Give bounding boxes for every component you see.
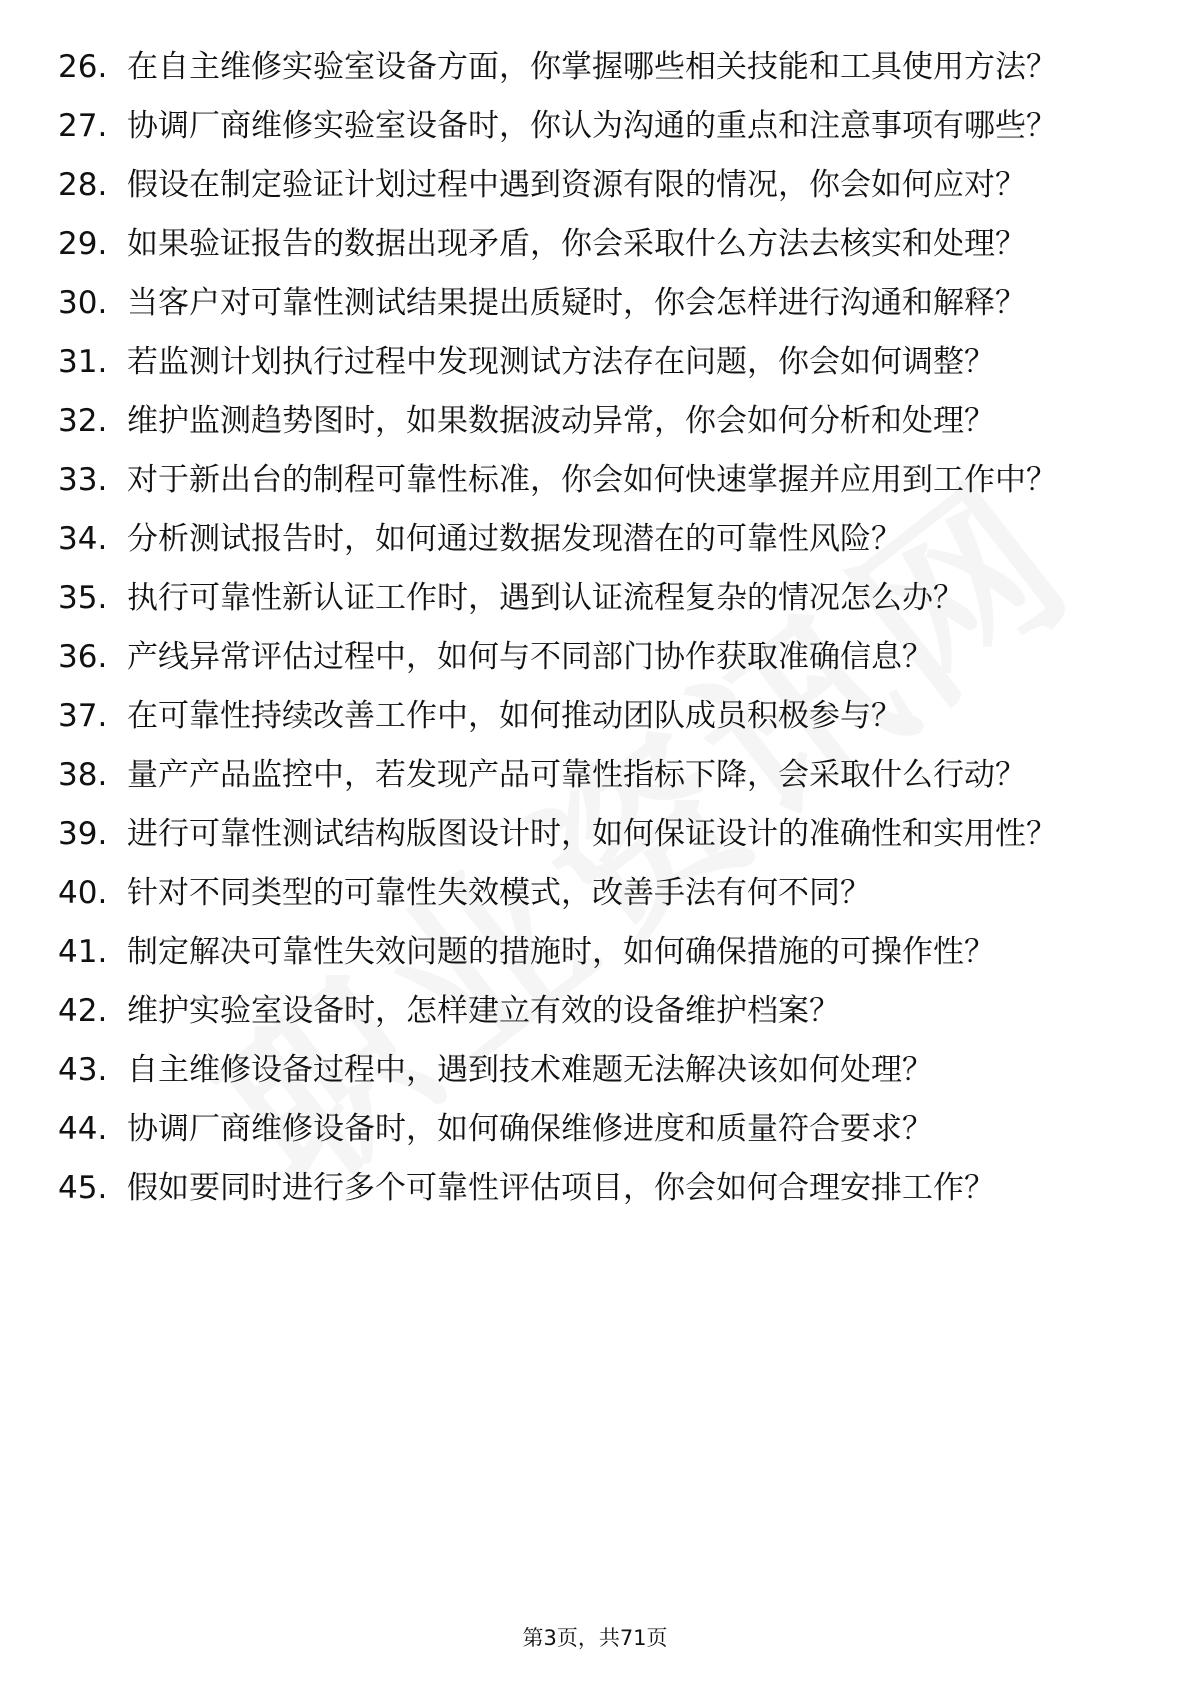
question-text: 若监测计划执行过程中发现测试方法存在问题，你会如何调整？ xyxy=(127,344,995,380)
question-text: 当客户对可靠性测试结果提出质疑时，你会怎样进行沟通和解释？ xyxy=(127,285,1026,321)
question-item xyxy=(0,991,1190,1032)
question-item xyxy=(0,696,1190,737)
question-number: 36. xyxy=(58,639,108,675)
question-number: 44. xyxy=(58,1111,108,1147)
question-number: 42. xyxy=(58,993,108,1029)
question-item xyxy=(0,283,1190,324)
question-number: 41. xyxy=(58,934,108,970)
question-text: 执行可靠性新认证工作时，遇到认证流程复杂的情况怎么办？ xyxy=(127,580,964,616)
question-number: 35. xyxy=(58,580,108,616)
question-item xyxy=(0,1168,1190,1209)
question-number: 40. xyxy=(58,875,108,911)
question-item xyxy=(0,814,1190,855)
question-item xyxy=(0,106,1190,147)
question-number: 39. xyxy=(58,816,108,852)
question-number: 34. xyxy=(58,521,108,557)
question-text: 协调厂商维修实验室设备时，你认为沟通的重点和注意事项有哪些？ xyxy=(127,108,1057,144)
question-list xyxy=(0,47,1190,1227)
question-number: 33. xyxy=(58,462,108,498)
question-item xyxy=(0,47,1190,88)
question-item xyxy=(0,519,1190,560)
question-text: 产线异常评估过程中，如何与不同部门协作获取准确信息？ xyxy=(127,639,933,675)
question-item xyxy=(0,1109,1190,1150)
question-number: 32. xyxy=(58,403,108,439)
question-item xyxy=(0,460,1190,501)
question-number: 37. xyxy=(58,698,108,734)
question-item xyxy=(0,578,1190,619)
question-item xyxy=(0,755,1190,796)
question-number: 38. xyxy=(58,757,108,793)
question-item xyxy=(0,873,1190,914)
question-text: 在自主维修实验室设备方面，你掌握哪些相关技能和工具使用方法？ xyxy=(127,49,1057,85)
question-text: 对于新出台的制程可靠性标准，你会如何快速掌握并应用到工作中？ xyxy=(127,462,1057,498)
question-number: 28. xyxy=(58,167,108,203)
question-text: 针对不同类型的可靠性失效模式，改善手法有何不同？ xyxy=(127,875,871,911)
question-item xyxy=(0,224,1190,265)
question-item xyxy=(0,165,1190,206)
question-item xyxy=(0,342,1190,383)
question-number: 45. xyxy=(58,1170,108,1206)
question-number: 29. xyxy=(58,226,108,262)
question-text: 自主维修设备过程中，遇到技术难题无法解决该如何处理？ xyxy=(127,1052,933,1088)
page-footer xyxy=(0,1622,1190,1652)
question-text: 维护监测趋势图时，如果数据波动异常，你会如何分析和处理？ xyxy=(127,403,995,439)
question-text: 维护实验室设备时，怎样建立有效的设备维护档案？ xyxy=(127,993,840,1029)
question-number: 31. xyxy=(58,344,108,380)
question-item xyxy=(0,401,1190,442)
question-text: 进行可靠性测试结构版图设计时，如何保证设计的准确性和实用性？ xyxy=(127,816,1057,852)
question-text: 分析测试报告时，如何通过数据发现潜在的可靠性风险？ xyxy=(127,521,902,557)
question-number: 30. xyxy=(58,285,108,321)
question-text: 协调厂商维修设备时，如何确保维修进度和质量符合要求？ xyxy=(127,1111,933,1147)
question-number: 26. xyxy=(58,49,108,85)
question-text: 量产产品监控中，若发现产品可靠性指标下降，会采取什么行动？ xyxy=(127,757,1026,793)
question-number: 43. xyxy=(58,1052,108,1088)
page-number-label: 第3页，共71页 xyxy=(522,1626,668,1650)
question-item xyxy=(0,637,1190,678)
question-text: 在可靠性持续改善工作中，如何推动团队成员积极参与？ xyxy=(127,698,902,734)
question-item xyxy=(0,932,1190,973)
question-text: 假设在制定验证计划过程中遇到资源有限的情况，你会如何应对？ xyxy=(127,167,1026,203)
question-text: 制定解决可靠性失效问题的措施时，如何确保措施的可操作性？ xyxy=(127,934,995,970)
question-number: 27. xyxy=(58,108,108,144)
question-item xyxy=(0,1050,1190,1091)
question-text: 假如要同时进行多个可靠性评估项目，你会如何合理安排工作？ xyxy=(127,1170,995,1206)
question-text: 如果验证报告的数据出现矛盾，你会采取什么方法去核实和处理？ xyxy=(127,226,1026,262)
